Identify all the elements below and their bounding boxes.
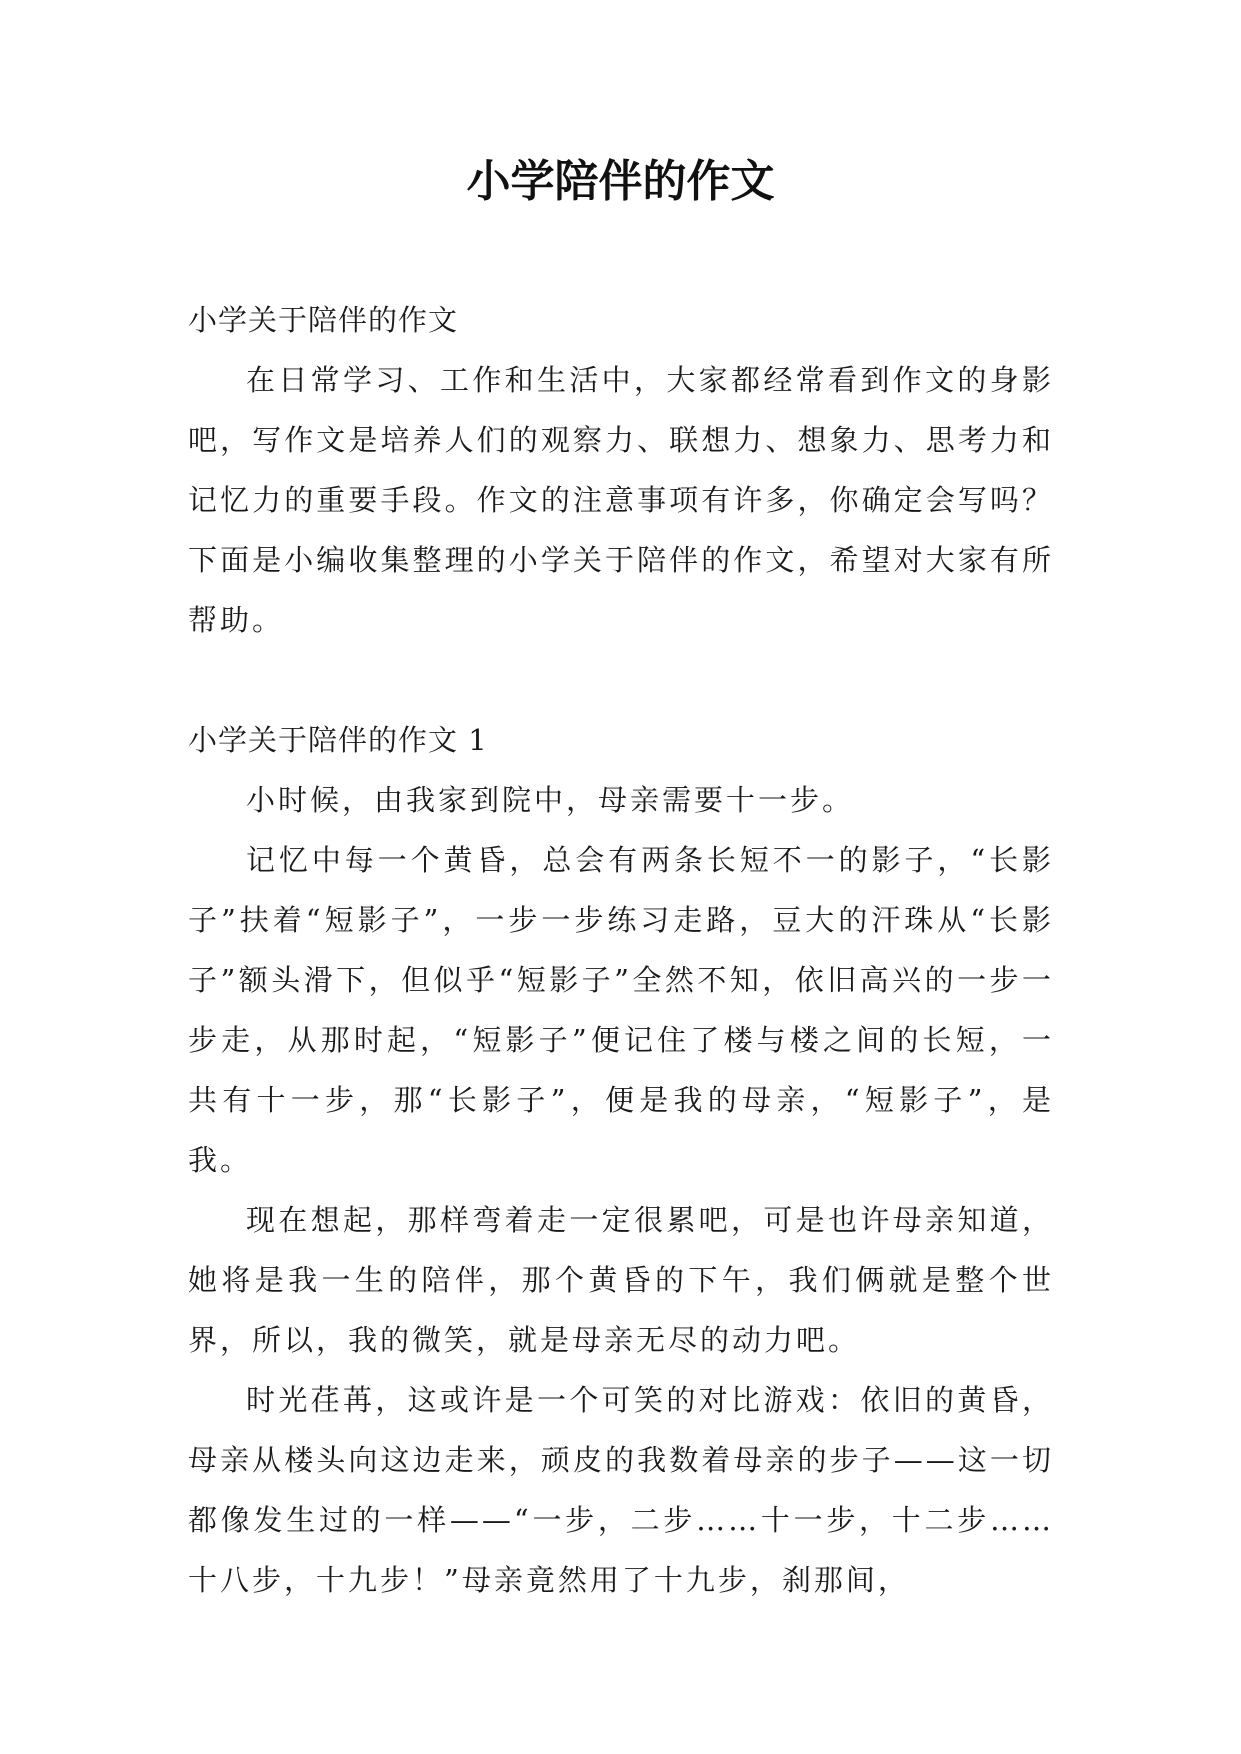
essay-paragraph: 时光荏苒，这或许是一个可笑的对比游戏：依旧的黄昏，母亲从楼头向这边走来，顽皮的我数着母亲的步子——这一切都像发生过的一样——“一步，二步……十一步，十二步……十八步，十九步！”母亲竟然用了十九步，刹那间， — [188, 1383, 1054, 1597]
document-title: 小学陪伴的作文 — [466, 156, 775, 207]
essay-paragraph: 小时候，由我家到院中，母亲需要十一步。 — [246, 783, 855, 817]
intro-heading: 小学关于陪伴的作文 — [188, 303, 459, 337]
document-body — [188, 290, 1054, 1610]
intro-paragraph: 在日常学习、工作和生活中，大家都经常看到作文的身影吧，写作文是培养人们的观察力、联想力、想象力、思考力和记忆力的重要手段。作文的注意事项有许多，你确定会写吗？下面是小编收集整理的小学关于陪伴的作文，希望对大家有所帮助。 — [188, 363, 1054, 637]
essay-1-heading: 小学关于陪伴的作文 1 — [188, 723, 488, 757]
essay-paragraph: 现在想起，那样弯着走一定很累吧，可是也许母亲知道，她将是我一生的陪伴，那个黄昏的下午，我们俩就是整个世界，所以，我的微笑，就是母亲无尽的动力吧。 — [188, 1203, 1054, 1357]
section-gap — [188, 650, 1054, 710]
essay-paragraph: 记忆中每一个黄昏，总会有两条长短不一的影子，“长影子”扶着“短影子”，一步一步练习走路，豆大的汗珠从“长影子”额头滑下，但似乎“短影子”全然不知，依旧高兴的一步一步走，从那时起，“短影子”便记住了楼与楼之间的长短，一共有十一步，那“长影子”，便是我的母亲，“短影子”，是我。 — [188, 843, 1054, 1177]
